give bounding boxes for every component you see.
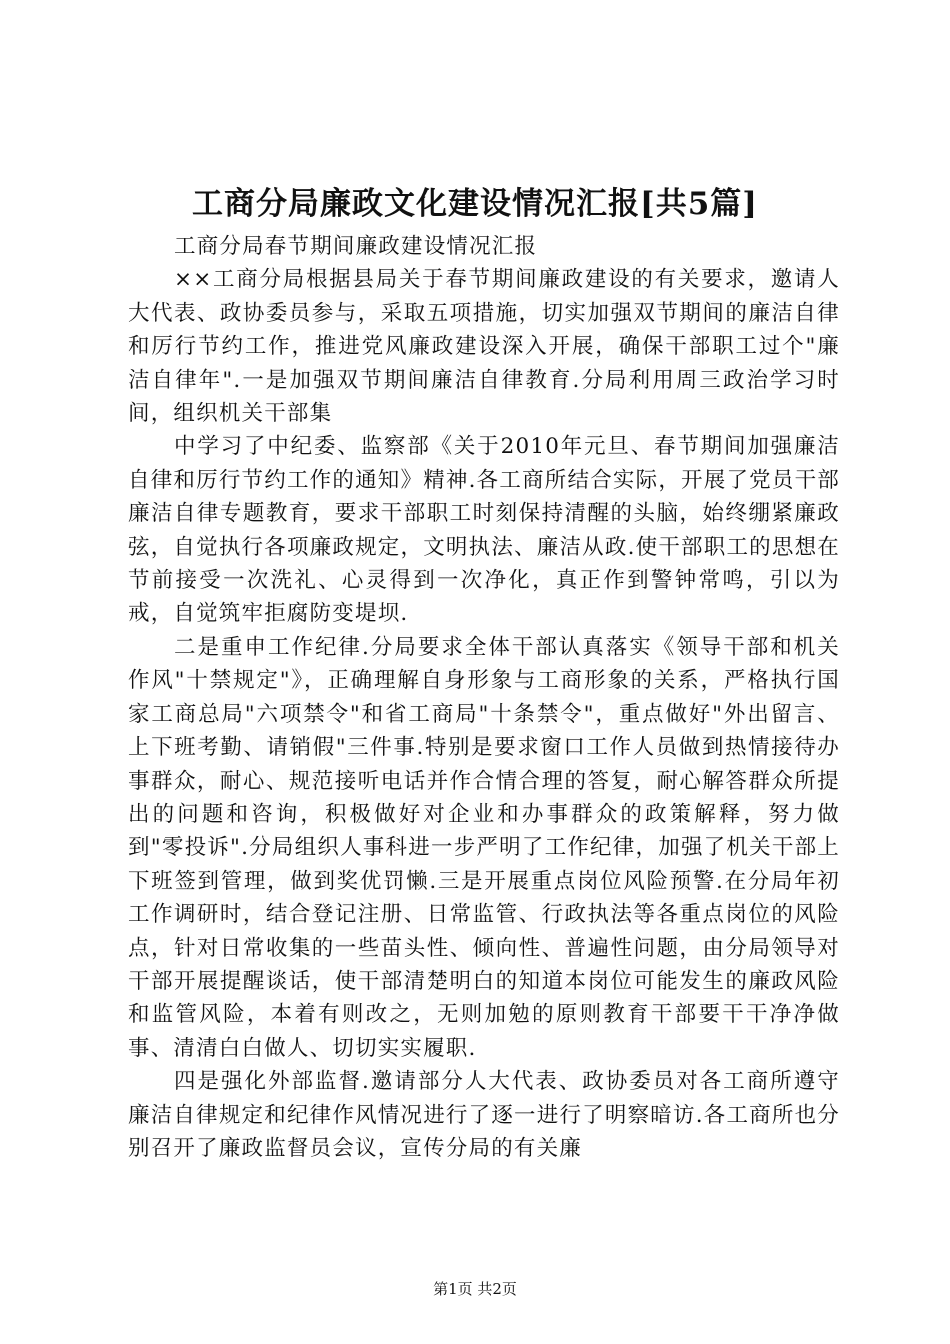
- paragraph-discipline: 二是重申工作纪律.分局要求全体干部认真落实《领导干部和机关作风"十禁规定"》，正确理解自身形象与工商形象的关系，严格执行国家工商总局"六项禁令"和省工商局"十条禁令"，重点做好"外出留言、上下班考勤、请销假"三件事.特别是要求窗口工作人员做到热情接待办事群众，耐心、规范接听电话并作合情合理的答复，耐心解答群众所提出的问题和咨询，积极做好对企业和办事群众的政策解释，努力做到"零投诉".分局组织人事科进一步严明了工作纪律，加强了机关干部上下班签到管理，做到奖优罚懒.三是开展重点岗位风险预警.在分局年初工作调研时，结合登记注册、日常监管、行政执法等各重点岗位的风险点，针对日常收集的一些苗头性、倾向性、普遍性问题，由分局领导对干部开展提醒谈话，使干部清楚明白的知道本岗位可能发生的廉政风险和监管风险，本着有则改之，无则加勉的原则教育干部要干干净净做事、清清白白做人、切切实实履职.: [128, 634, 840, 1061]
- paragraph-supervision: 四是强化外部监督.邀请部分人大代表、政协委员对各工商所遵守廉洁自律规定和纪律作风情况进行了逐一进行了明察暗访.各工商所也分别召开了廉政监督员会议，宣传分局的有关廉: [128, 1069, 840, 1161]
- page-number-footer: 第1页 共2页: [433, 1280, 517, 1298]
- document-body: [128, 230, 840, 1165]
- paragraph-intro: ××工商分局根据县局关于春节期间廉政建设的有关要求，邀请人大代表、政协委员参与，采取五项措施，切实加强双节期间的廉洁自律和厉行节约工作，推进党风廉政建设深入开展，确保干部职工过个"廉洁自律年".一是加强双节期间廉洁自律教育.分局利用周三政治学习时间，组织机关干部集: [128, 267, 840, 427]
- paragraph-subtitle: 工商分局春节期间廉政建设情况汇报: [174, 234, 538, 259]
- document-title: 工商分局廉政文化建设情况汇报[共5篇]: [192, 186, 758, 222]
- paragraph-study: 中学习了中纪委、监察部《关于2010年元旦、春节期间加强廉洁自律和厉行节约工作的通知》精神.各工商所结合实际，开展了党员干部廉洁自律专题教育，要求干部职工时刻保持清醒的头脑，始终绷紧廉政弦，自觉执行各项廉政规定，文明执法、廉洁从政.使干部职工的思想在节前接受一次洗礼、心灵得到一次净化，真正作到警钟常鸣，引以为戒，自觉筑牢拒腐防变堤坝.: [128, 434, 840, 627]
